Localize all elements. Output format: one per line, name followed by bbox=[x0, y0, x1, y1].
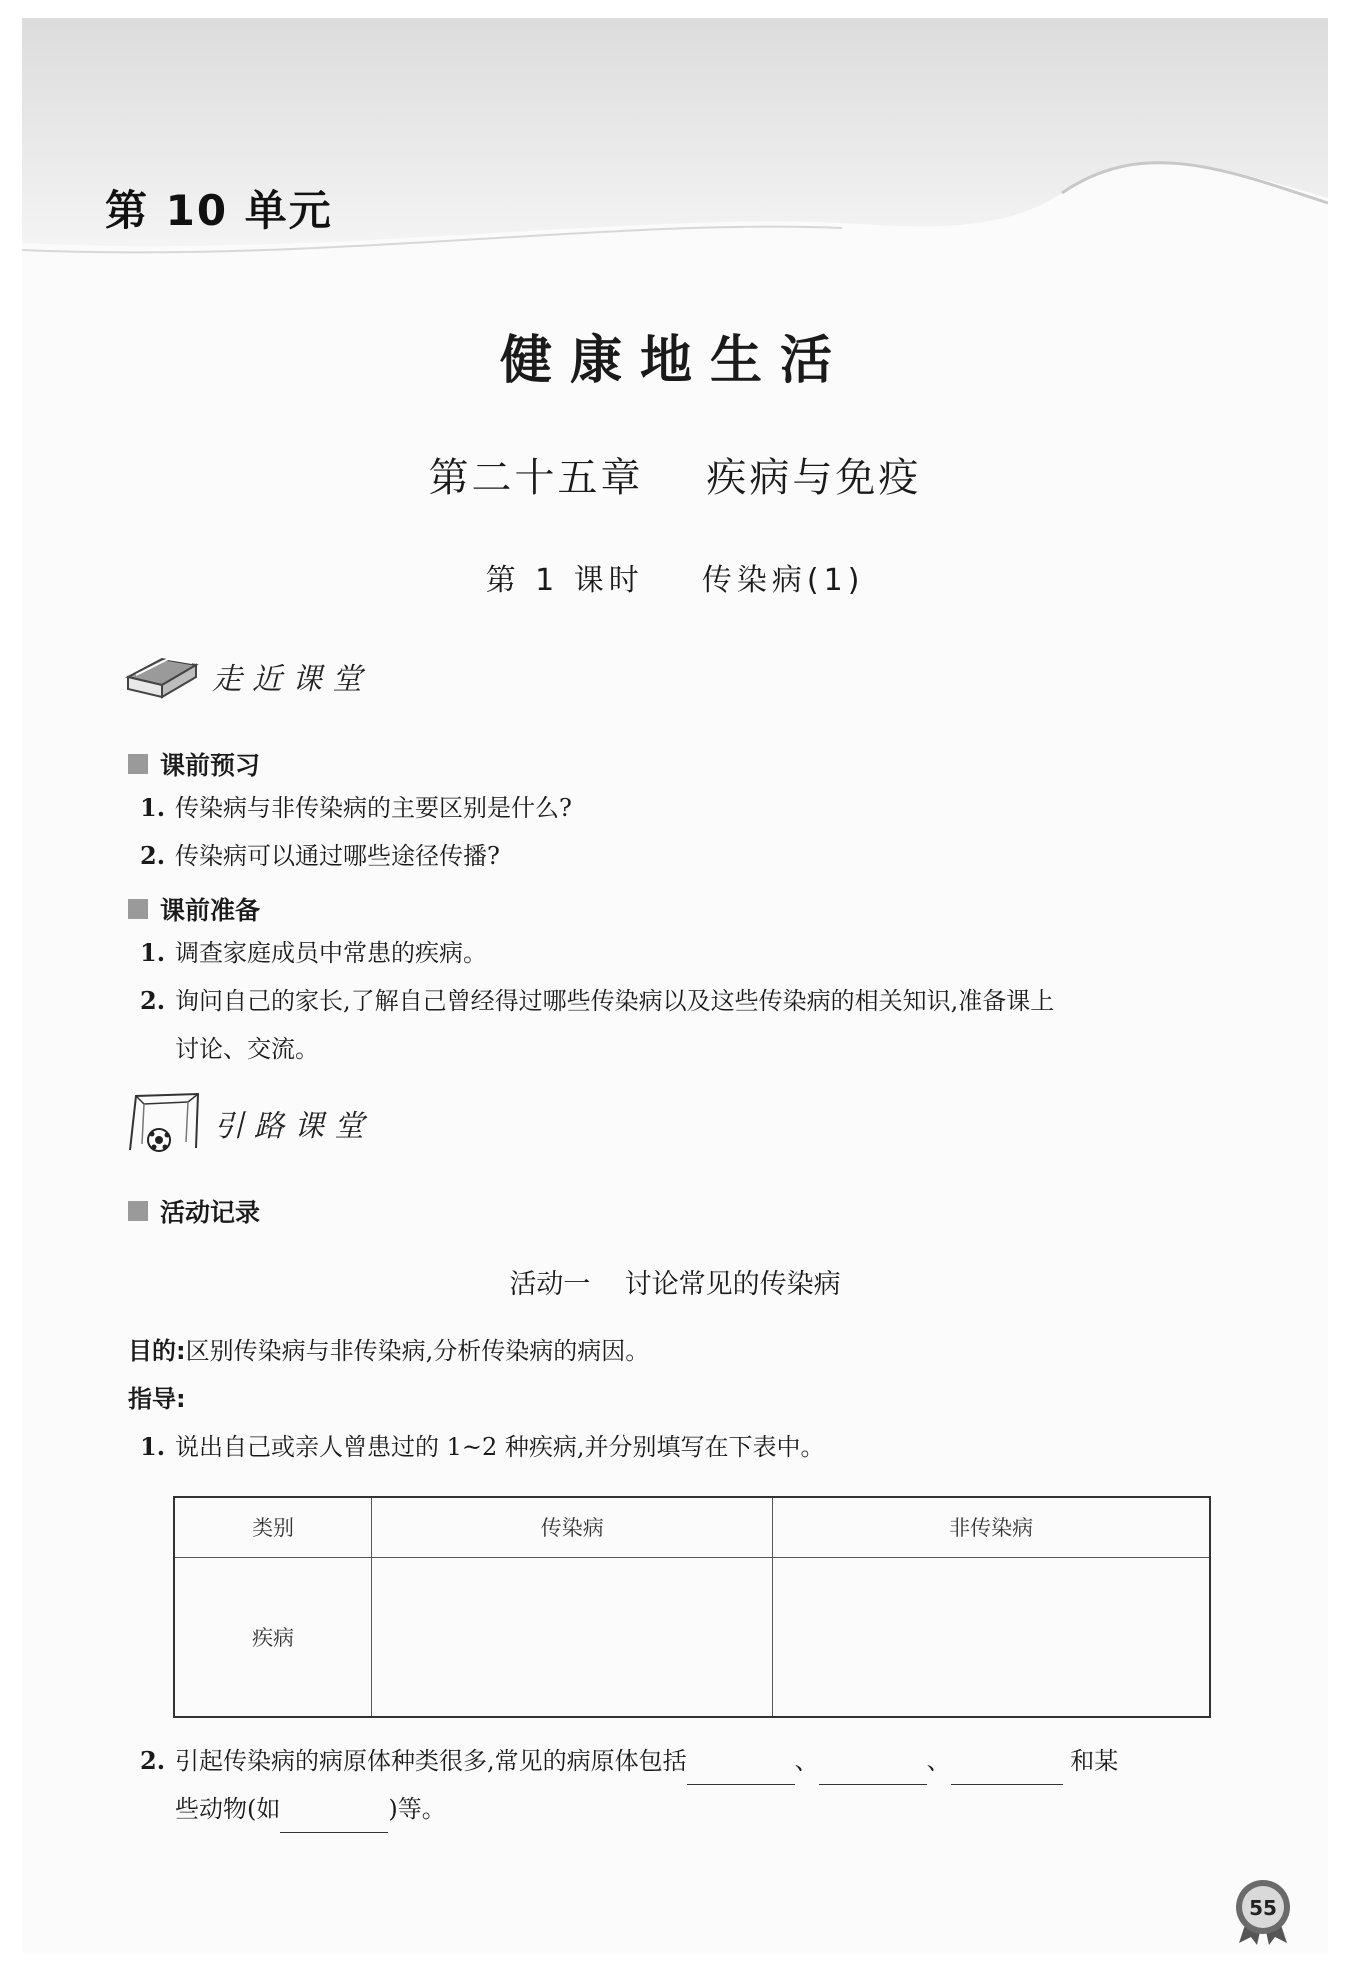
noninfectious-disease-cell[interactable] bbox=[773, 1557, 1210, 1717]
preview-heading: 课前预习 bbox=[128, 746, 260, 782]
activity-step-1: 1. 说出自己或亲人曾患过的 1~2 种疾病,并分别填写在下表中。 bbox=[140, 1432, 825, 1461]
pathogen-blank-1[interactable] bbox=[687, 1754, 795, 1785]
square-marker-icon bbox=[128, 1201, 148, 1221]
chapter-title: 第二十五章 疾病与免疫 bbox=[428, 455, 922, 501]
soccer-goal-icon bbox=[124, 1090, 204, 1156]
ribbon-badge-icon bbox=[1233, 1877, 1293, 1947]
main-title: 健康地生活 bbox=[499, 330, 850, 391]
square-marker-icon bbox=[128, 899, 148, 919]
prepare-item-1: 1. 调查家庭成员中常患的疾病。 bbox=[140, 938, 487, 967]
square-marker-icon bbox=[128, 754, 148, 774]
table-header-row bbox=[174, 1497, 1210, 1557]
books-icon bbox=[122, 645, 202, 707]
section-guide-label: 引路课堂 bbox=[214, 1109, 374, 1144]
prepare-item-2-cont: 讨论、交流。 bbox=[175, 1035, 319, 1063]
activity-step-2-cont: 些动物(如 )等。 bbox=[175, 1785, 446, 1833]
section-guide bbox=[124, 1090, 374, 1156]
table-header-noninfectious: 非传染病 bbox=[773, 1497, 1210, 1557]
infectious-disease-cell[interactable] bbox=[372, 1557, 773, 1717]
disease-table bbox=[173, 1496, 1211, 1718]
activity-heading: 活动记录 bbox=[128, 1193, 260, 1229]
activity-goal: 目的:区别传染病与非传染病,分析传染病的病因。 bbox=[128, 1337, 650, 1365]
table-header-category: 类别 bbox=[174, 1497, 372, 1557]
activity-title: 活动一 讨论常见的传染病 bbox=[509, 1269, 841, 1300]
section-intro-label: 走近课堂 bbox=[212, 662, 372, 697]
table-row-label: 疾病 bbox=[174, 1557, 372, 1717]
activity-guide-label: 指导: bbox=[128, 1385, 186, 1413]
page-number-badge bbox=[1233, 1877, 1293, 1947]
preview-item-2: 2. 传染病可以通过哪些途径传播? bbox=[140, 841, 500, 870]
animal-example-blank[interactable] bbox=[280, 1802, 388, 1833]
page-number: 55 bbox=[1249, 1896, 1277, 1920]
unit-title: 第 10 单元 bbox=[105, 186, 333, 235]
table-row bbox=[174, 1557, 1210, 1717]
table-header-infectious: 传染病 bbox=[372, 1497, 773, 1557]
prepare-heading: 课前准备 bbox=[128, 891, 260, 927]
activity-step-2: 2. 引起传染病的病原体种类很多,常见的病原体包括 、 、 和某 bbox=[140, 1737, 1118, 1785]
lesson-title: 第 1 课时 传染病(1) bbox=[485, 563, 865, 598]
section-intro bbox=[122, 645, 372, 707]
prepare-item-2: 2. 询问自己的家长,了解自己曾经得过哪些传染病以及这些传染病的相关知识,准备课上 bbox=[140, 986, 1055, 1015]
preview-item-1: 1. 传染病与非传染病的主要区别是什么? bbox=[140, 793, 572, 822]
pathogen-blank-3[interactable] bbox=[951, 1754, 1063, 1785]
pathogen-blank-2[interactable] bbox=[819, 1754, 927, 1785]
